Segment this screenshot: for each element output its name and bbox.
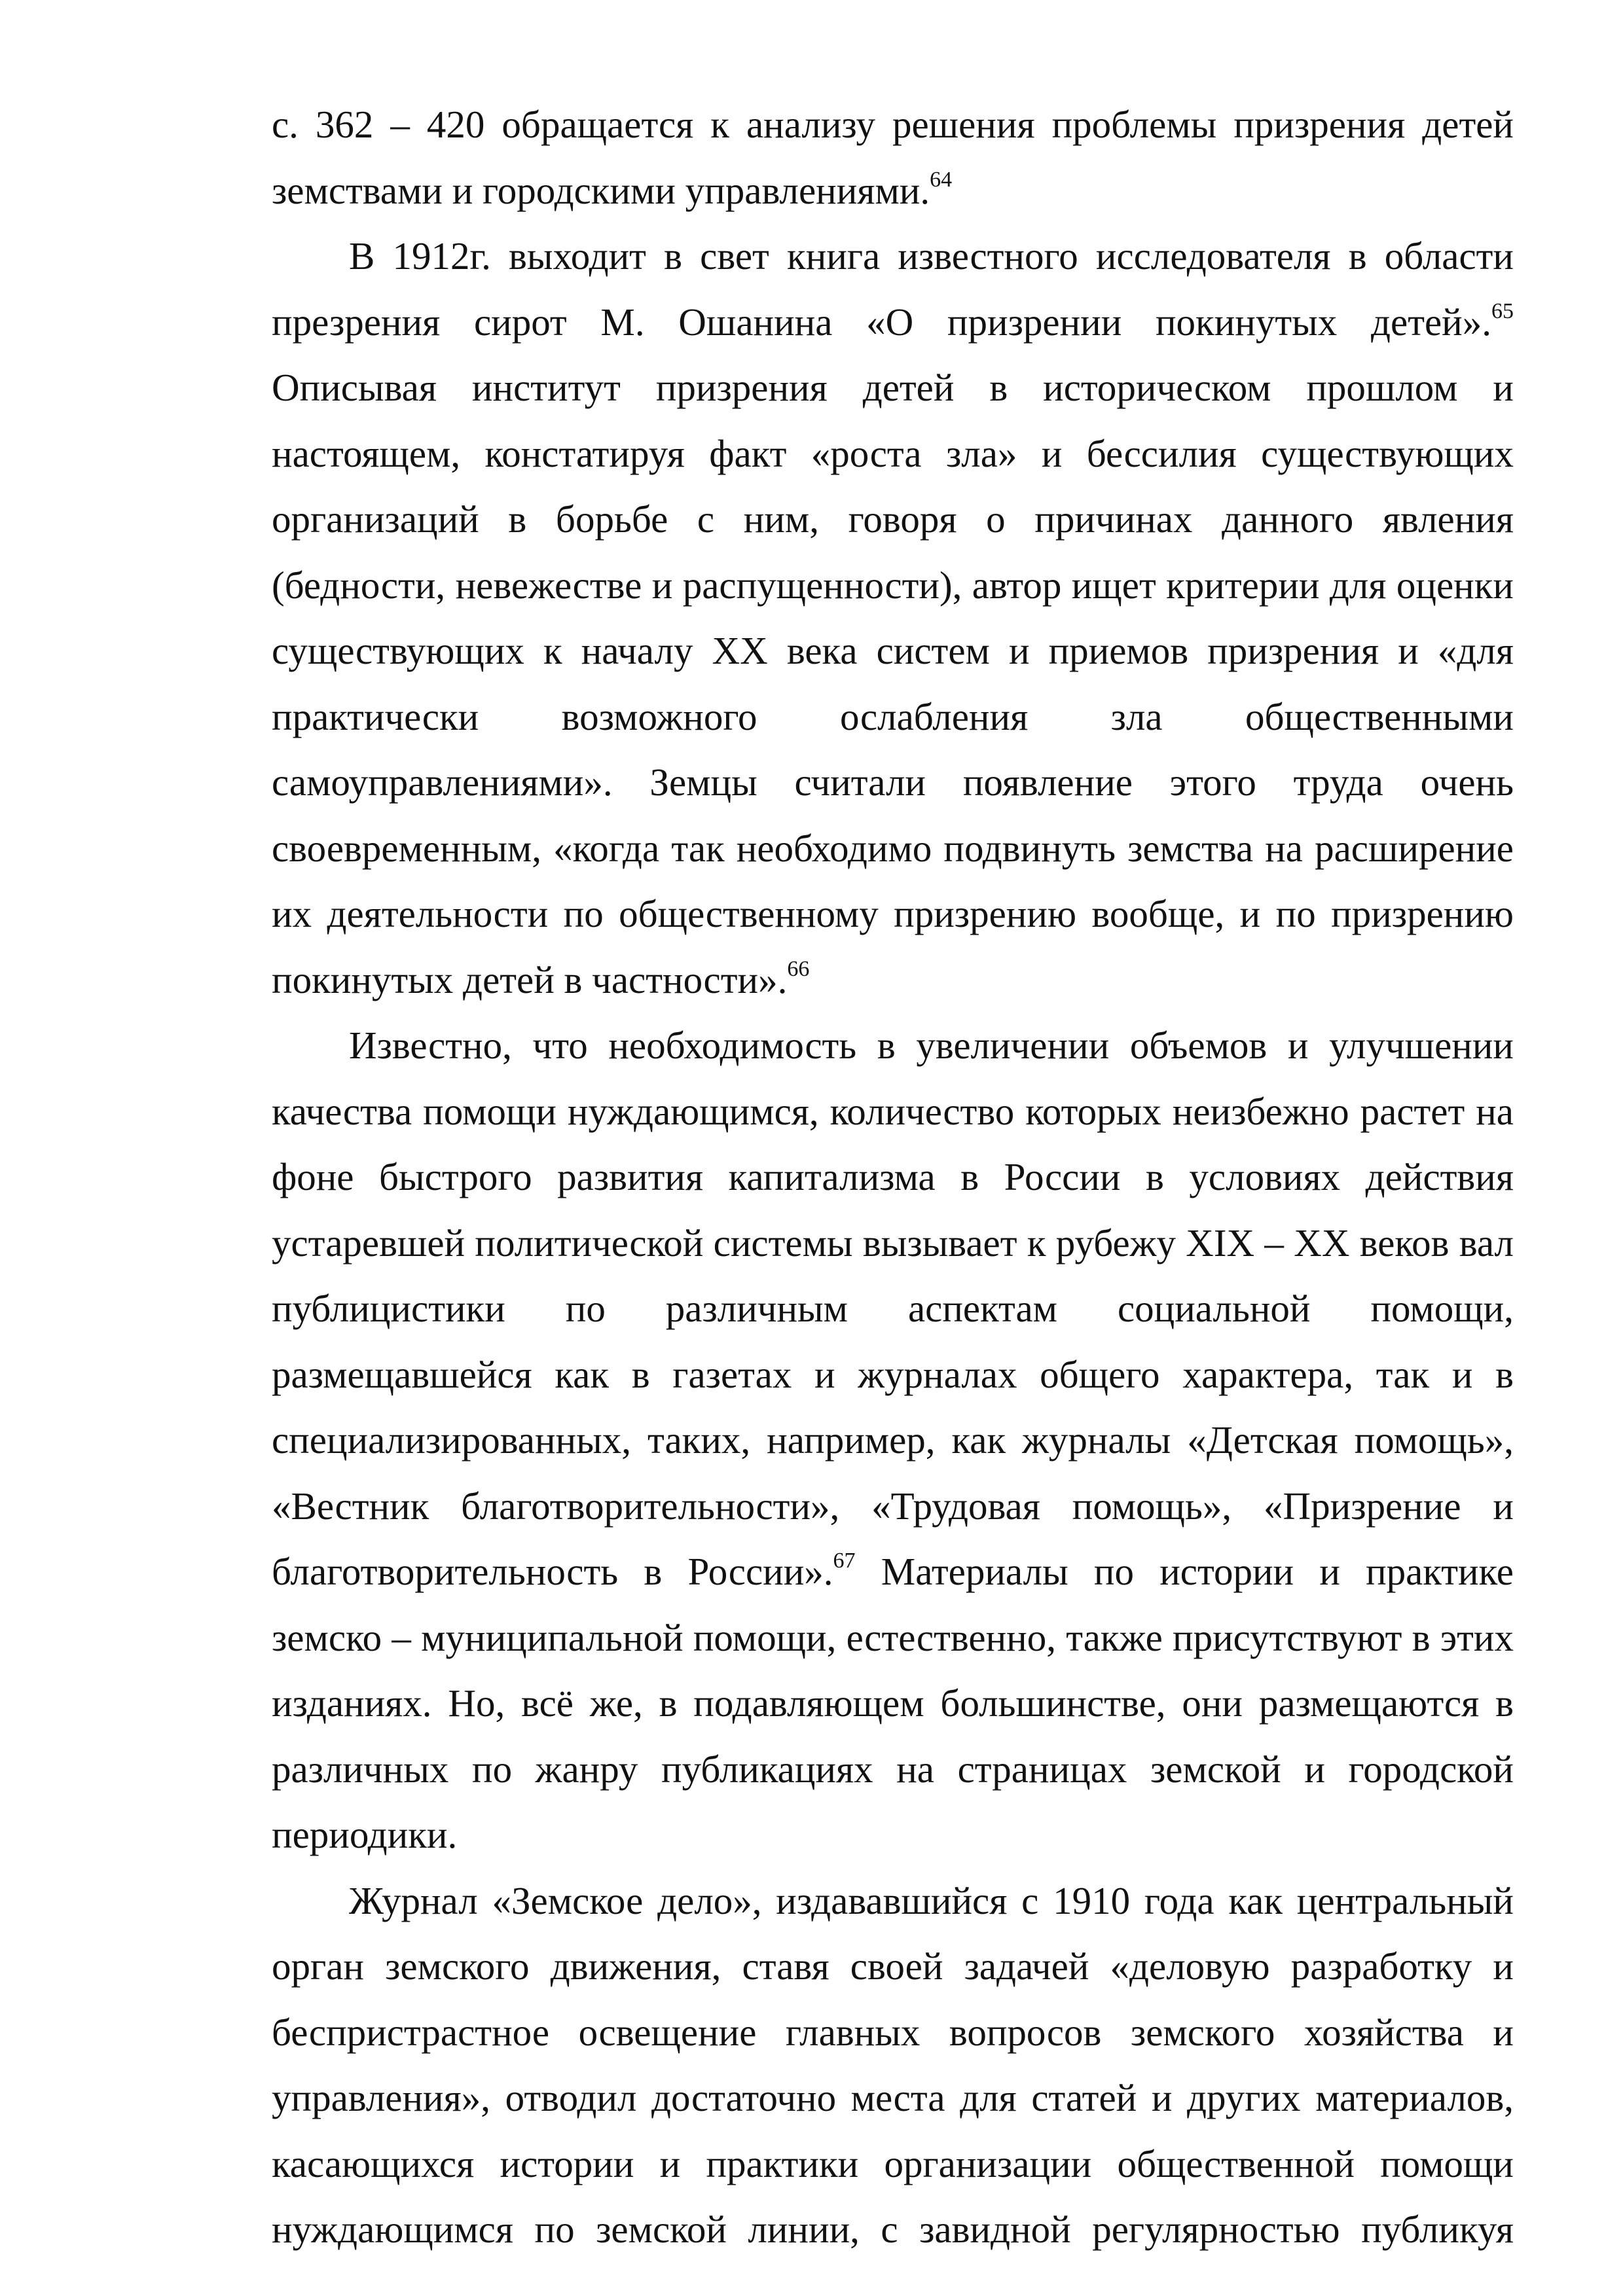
document-page bbox=[272, 92, 1514, 2263]
footnote-marker: 66 bbox=[787, 956, 810, 981]
footnote-marker: 67 bbox=[833, 1549, 856, 1573]
paragraph bbox=[272, 1013, 1514, 1868]
paragraph-text: Журнал «Земское дело», издававшийся с 1910 года как центральный орган земского движения, ставя своей задачей «деловую разработку и беспристрастное освещение главных вопросов земского хозяйства и управления», отводил достаточно места для статей и других материалов, касающихся истории и практики организации общественной помощи нуждающимся по земской линии, с завидной регулярностью публикуя bbox=[272, 1878, 1514, 2251]
paragraph bbox=[272, 1868, 1514, 2263]
paragraph-text: Описывая институт призрения детей в историческом прошлом и настоящем, констатируя факт «роста зла» и бессилия существующих организаций в борьбе с ним, говоря о причинах данного явления (бедности, невежестве и распущенности), автор ищет критерии для оценки существующих к началу XX века систем и приемов призрения и «для практически возможного ослабления зла общественными самоуправлениями». Земцы считали появление этого труда очень своевременным, «когда так необходимо подвинуть земства на расширение их деятельности по общественному призрению вообще, и по призрению покинутых детей в частности». bbox=[272, 366, 1514, 1001]
footnote-marker: 65 bbox=[1491, 298, 1514, 323]
paragraph-text: В 1912г. выходит в свет книга известного исследователя в области презрения сирот М. Ошанина «О призрении покинутых детей». bbox=[272, 234, 1514, 344]
paragraph-text: Известно, что необходимость в увеличении объемов и улучшении качества помощи нуждающимся, количество которых неизбежно растет на фоне быстрого развития капитализма в России в условиях действия устаревшей политической системы вызывает к рубежу XIX – XX веков вал публицистики по различным аспектам социальной помощи, размещавшейся как в газетах и журналах общего характера, так и в специализированных, таких, например, как журналы «Детская помощь», «Вестник благотворительности», «Трудовая помощь», «Призрение и благотворительность в России». bbox=[272, 1024, 1514, 1593]
paragraph-text: с. 362 – 420 обращается к анализу решения проблемы призрения детей земствами и городскими управлениями. bbox=[272, 103, 1514, 212]
footnote-marker: 64 bbox=[930, 167, 953, 192]
paragraph bbox=[272, 92, 1514, 223]
paragraph bbox=[272, 223, 1514, 1013]
paragraph-text: Материалы по истории и практике земско – муниципальной помощи, естественно, также присутствуют в этих изданиях. Но, всё же, в подавляющем большинстве, они размещаются в различных по жанру публикациях на страницах земской и городской периодики. bbox=[272, 1550, 1514, 1856]
